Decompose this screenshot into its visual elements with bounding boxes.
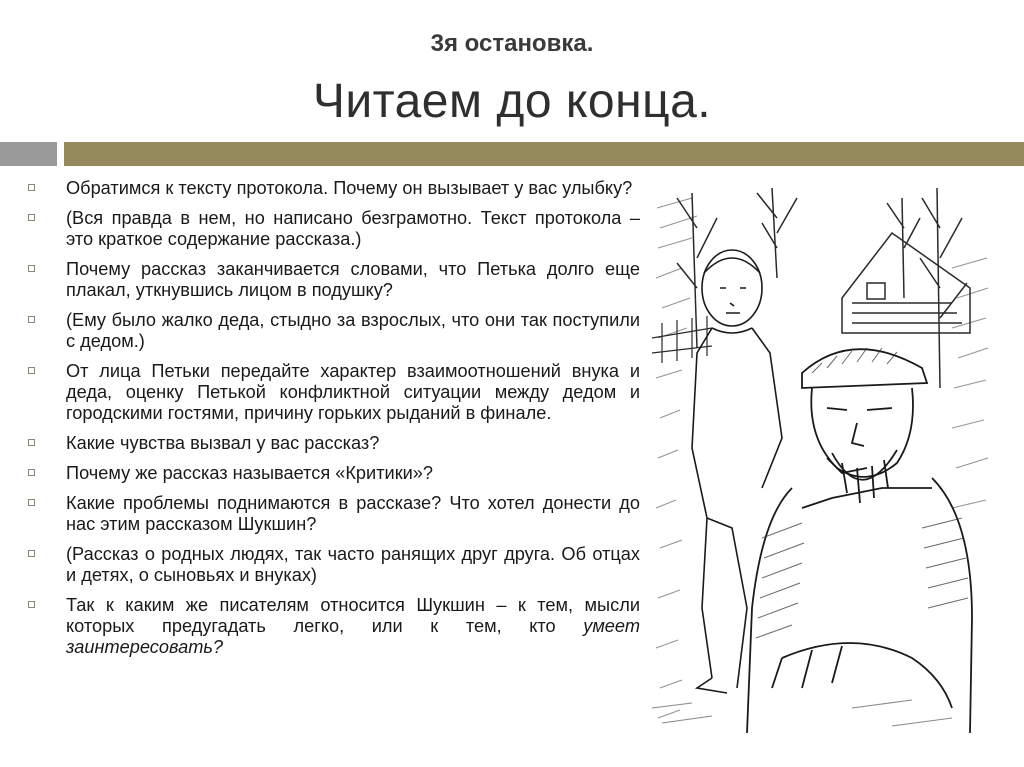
bullet-item: Почему же рассказ называется «Критики»?: [26, 463, 640, 484]
decorative-bar-gray: [0, 142, 57, 166]
bullet-square-icon: [28, 265, 35, 272]
slide-title: Читаем до конца.: [312, 75, 712, 128]
bullet-item: (Вся правда в нем, но написано безграмотно. Текст протокола – это краткое содержание рассказа.): [26, 208, 640, 250]
decorative-bar-accent: [64, 142, 1024, 166]
bullet-item: (Рассказ о родных людях, так часто ранящих друг друга. Об отцах и детях, о сыновьях и внуках): [26, 544, 640, 586]
bullet-square-icon: [28, 316, 35, 323]
bullet-item: (Ему было жалко деда, стыдно за взрослых, что они так поступили с дедом.): [26, 310, 640, 352]
bullet-square-icon: [28, 214, 35, 221]
bullet-item: От лица Петьки передайте характер взаимоотношений внука и деда, оценку Петькой конфликтной ситуации между дедом и городскими гостями, причину горьких рыданий в финале.: [26, 361, 640, 424]
bullet-square-icon: [28, 601, 35, 608]
emphasis-text: умеет заинтересовать?: [66, 616, 640, 657]
bullet-item: Обратимся к тексту протокола. Почему он вызывает у вас улыбку?: [26, 178, 640, 199]
bullet-list: [26, 178, 640, 667]
bullet-item: Какие чувства вызвал у вас рассказ?: [26, 433, 640, 454]
bullet-item: Так к каким же писателям относится Шукшин – к тем, мысли которых предугадать легко, или к тем, кто умеет заинтересовать?: [26, 595, 640, 658]
bullet-square-icon: [28, 550, 35, 557]
bullet-item: Какие проблемы поднимаются в рассказе? Что хотел донести до нас этим рассказом Шукшин?: [26, 493, 640, 535]
bullet-square-icon: [28, 184, 35, 191]
bullet-square-icon: [28, 439, 35, 446]
sketch-grandfather-and-grandson-illustration: [652, 188, 992, 733]
bullet-square-icon: [28, 499, 35, 506]
bullet-item: Почему рассказ заканчивается словами, что Петька долго еще плакал, уткнувшись лицом в подушку?: [26, 259, 640, 301]
bullet-square-icon: [28, 367, 35, 374]
bullet-square-icon: [28, 469, 35, 476]
slide-subtitle: 3я остановка.: [430, 30, 594, 57]
